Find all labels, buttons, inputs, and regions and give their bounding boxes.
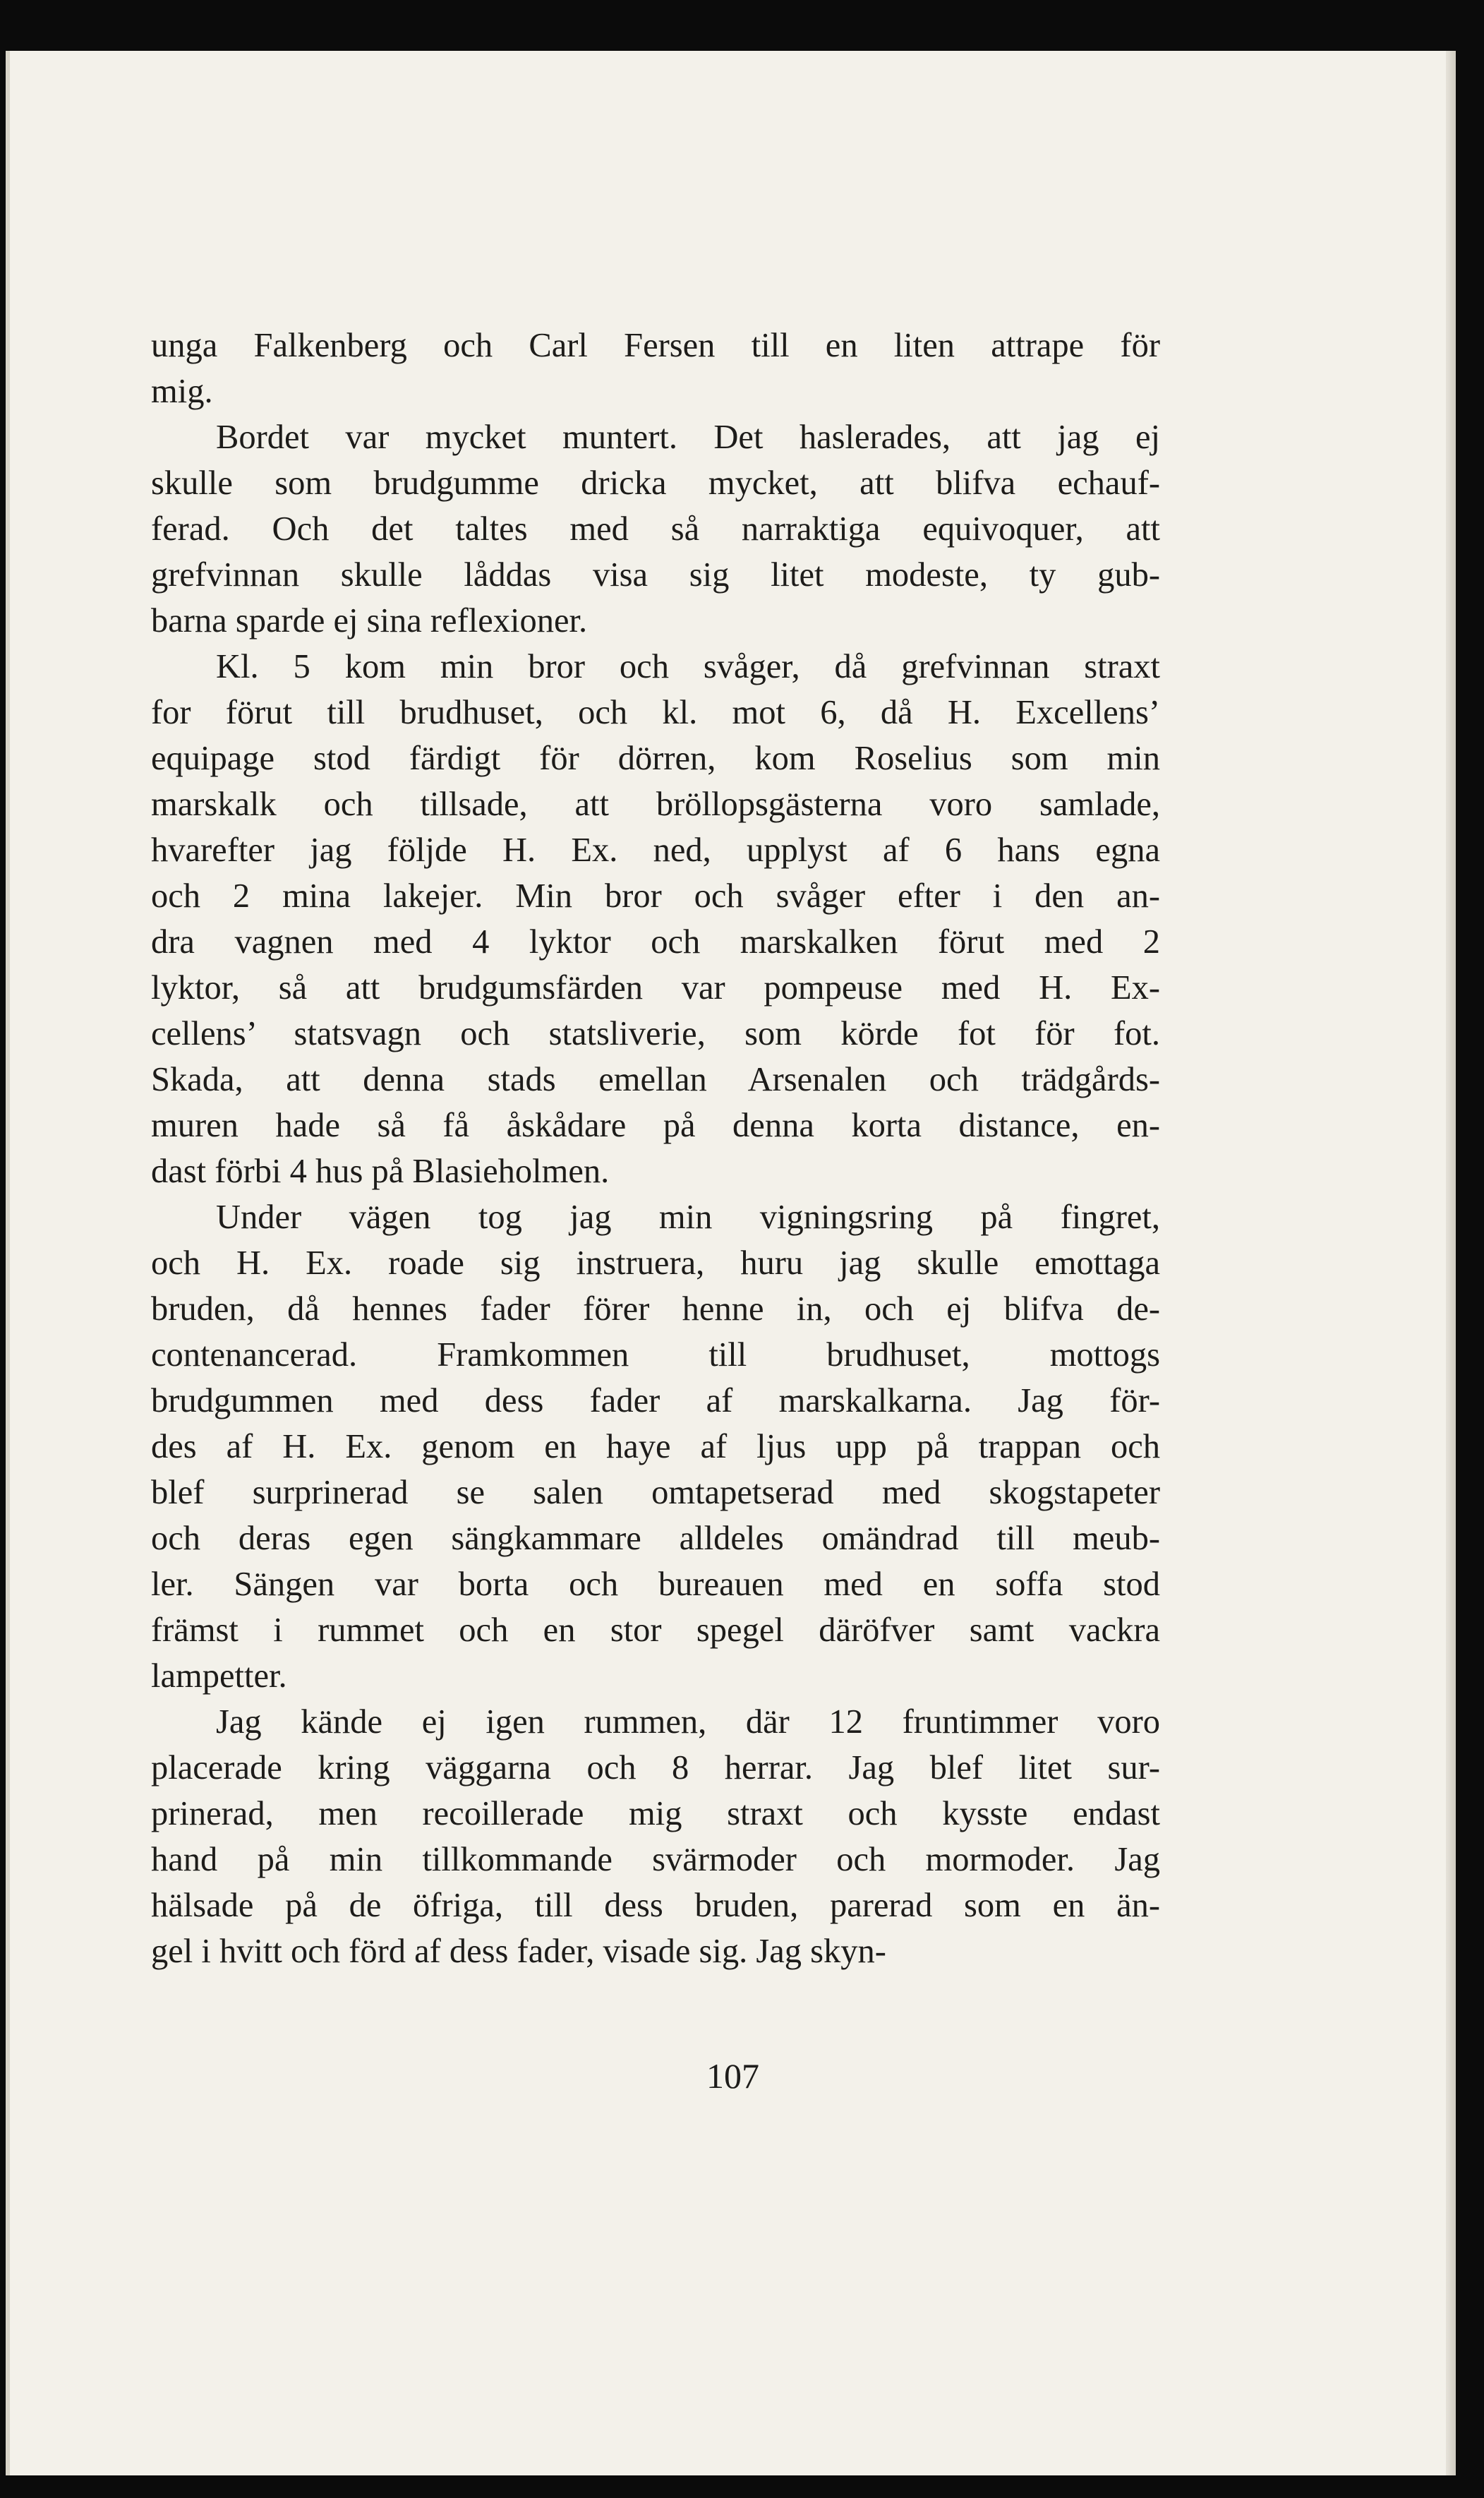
text-line: marskalk och tillsade, att bröllopsgästerna voro samlade, <box>151 786 1160 823</box>
paragraph <box>151 323 1160 414</box>
text-line: bruden, då hennes fader förer henne in, och ej blifva de- <box>151 1290 1160 1328</box>
text-line: och 2 mina lakejer. Min bror och svåger efter i den an- <box>151 877 1160 915</box>
text-line: hand på min tillkommande svärmoder och mormoder. Jag <box>151 1841 1160 1878</box>
text-line: Jag kände ej igen rummen, där 12 fruntimmer voro <box>216 1703 1160 1741</box>
text-line: dra vagnen med 4 lyktor och marskalken förut med 2 <box>151 923 1160 961</box>
text-line: lyktor, så att brudgumsfärden var pompeuse med H. Ex- <box>151 969 1160 1007</box>
text-line: brudgummen med dess fader af marskalkarna. Jag för- <box>151 1382 1160 1419</box>
page-number: 107 <box>706 2056 759 2096</box>
text-line: främst i rummet och en stor spegel däröfver samt vackra <box>151 1611 1160 1649</box>
text-line: prinerad, men recoillerade mig straxt och kysste endast <box>151 1795 1160 1832</box>
text-line: dast förbi 4 hus på Blasieholmen. <box>151 1153 610 1190</box>
text-line: cellens’ statsvagn och statsliverie, som körde fot för fot. <box>151 1015 1160 1052</box>
text-line: skulle som brudgumme dricka mycket, att blifva echauf- <box>151 464 1160 502</box>
text-line: muren hade så få åskådare på denna korta distance, en- <box>151 1107 1160 1144</box>
text-line: lampetter. <box>151 1657 287 1695</box>
text-line: hälsade på de öfriga, till dess bruden, parerad som en än- <box>151 1887 1160 1924</box>
text-line: barna sparde ej sina reflexioner. <box>151 602 588 639</box>
body-text <box>151 323 1160 1974</box>
text-line: equipage stod färdigt för dörren, kom Roselius som min <box>151 740 1160 777</box>
text-line: och deras egen sängkammare alldeles omändrad till meub- <box>151 1520 1160 1557</box>
text-line: mig. <box>151 373 213 410</box>
paragraph <box>151 644 1160 1194</box>
text-line: Bordet var mycket muntert. Det haslerades, att jag ej <box>216 419 1160 456</box>
text-line: unga Falkenberg och Carl Fersen till en liten attrape för <box>151 327 1160 364</box>
text-line: Skada, att denna stads emellan Arsenalen och trädgårds- <box>151 1061 1160 1098</box>
text-line: contenancerad. Framkommen till brudhuset, mottogs <box>151 1336 1160 1374</box>
text-line: Kl. 5 kom min bror och svåger, då grefvinnan straxt <box>216 648 1160 685</box>
text-line: placerade kring väggarna och 8 herrar. Jag blef litet sur- <box>151 1749 1160 1787</box>
text-line: des af H. Ex. genom en haye af ljus upp på trappan och <box>151 1428 1160 1465</box>
paragraph <box>151 1194 1160 1699</box>
text-line: ferad. Och det taltes med så narraktiga equivoquer, att <box>151 510 1160 548</box>
text-line: gel i hvitt och förd af dess fader, visade sig. Jag skyn- <box>151 1933 886 1970</box>
text-line: hvarefter jag följde H. Ex. ned, upplyst af 6 hans egna <box>151 831 1160 869</box>
text-line: Under vägen tog jag min vigningsring på fingret, <box>216 1199 1160 1236</box>
paragraph <box>151 414 1160 644</box>
text-line: grefvinnan skulle låddas visa sig litet modeste, ty gub- <box>151 556 1160 594</box>
book-page <box>6 51 1456 2475</box>
text-line: blef surprinerad se salen omtapetserad med skogstapeter <box>151 1474 1160 1511</box>
paragraph <box>151 1699 1160 1974</box>
text-line: ler. Sängen var borta och bureauen med en soffa stod <box>151 1566 1160 1603</box>
text-line: och H. Ex. roade sig instruera, huru jag skulle emottaga <box>151 1244 1160 1282</box>
page-edge-shadow <box>1446 51 1456 2475</box>
text-line: for förut till brudhuset, och kl. mot 6, då H. Excellens’ <box>151 694 1160 731</box>
